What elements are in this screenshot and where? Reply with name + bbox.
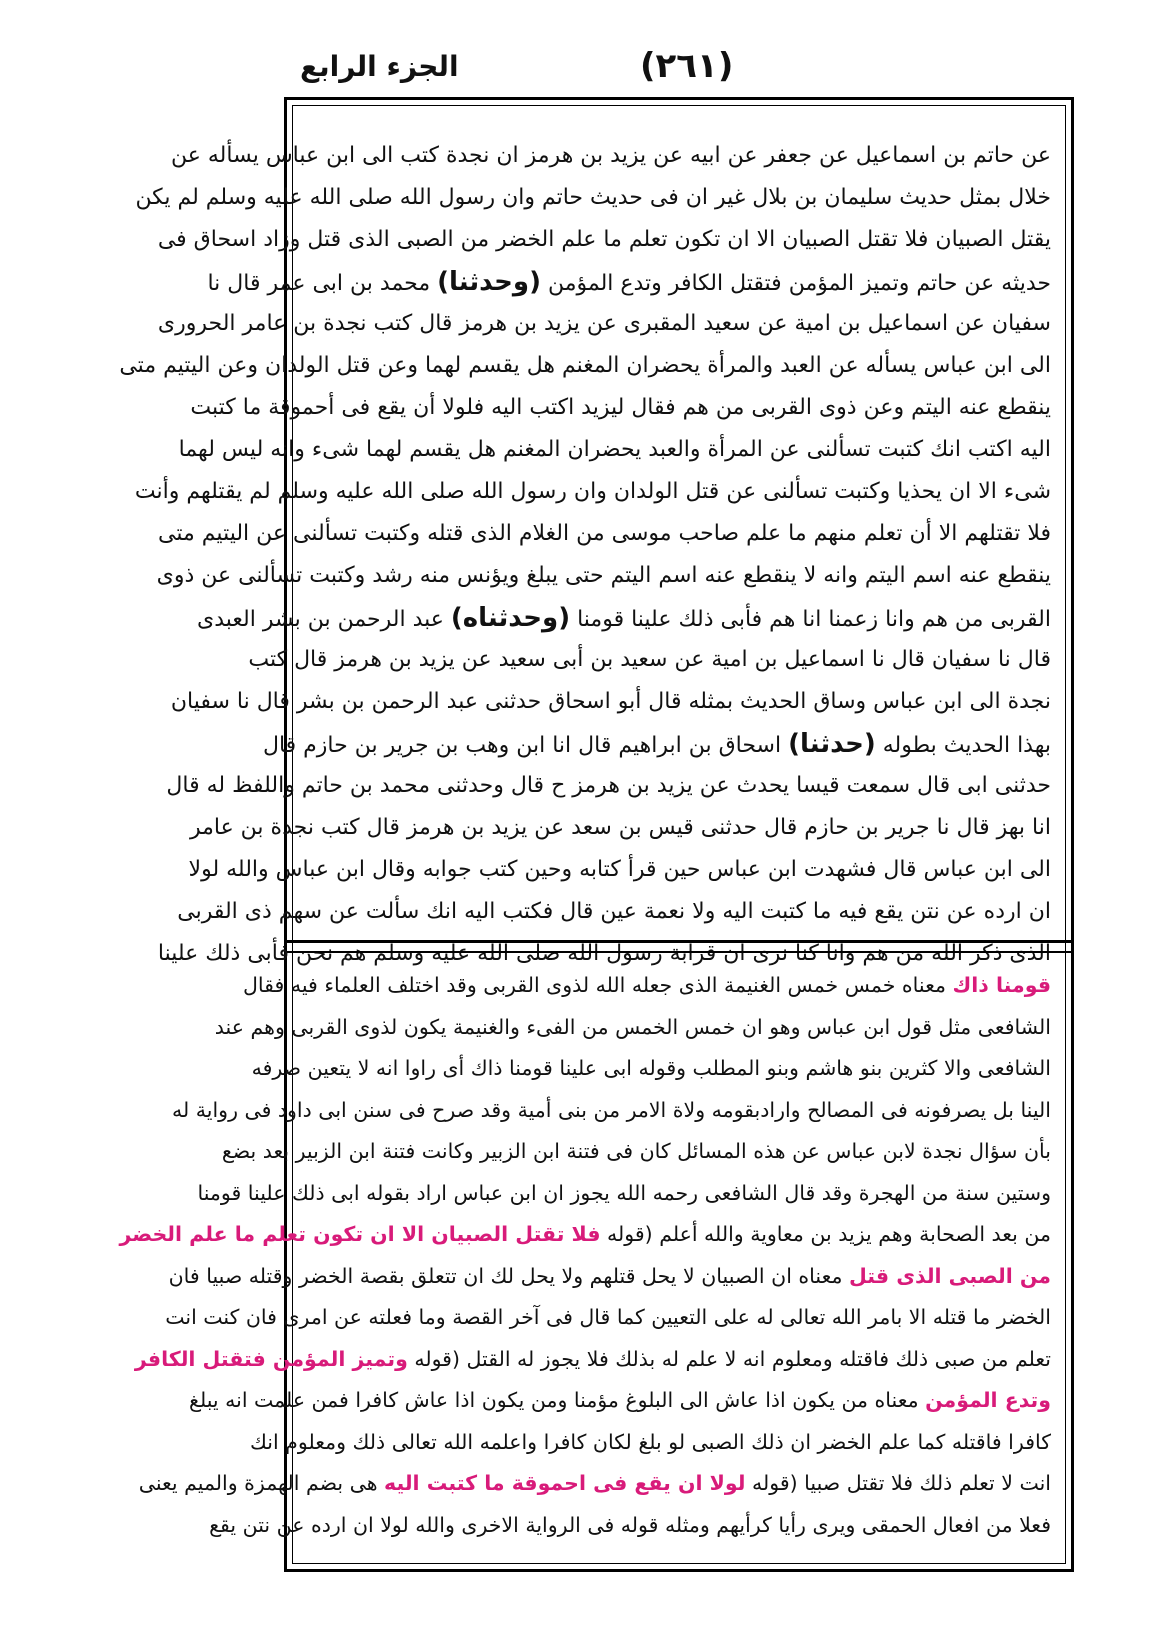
text-segment: انا بهز قال نا جرير بن حازم قال حدثنى قيس بن سعد عن يزيد بن هرمز قال كتب نجدة بن عامر xyxy=(189,815,1051,840)
text-line xyxy=(170,681,1051,723)
part-title: الجزء الرابع xyxy=(300,50,459,83)
text-line xyxy=(177,891,1051,933)
commentary-line xyxy=(197,1173,1051,1215)
text-line xyxy=(207,261,1051,303)
text-segment: هى بضم الهمزة والميم يعنى xyxy=(138,1471,385,1495)
text-segment: نجدة الى ابن عباس وساق الحديث بمثله قال أبو اسحاق حدثنى عبد الرحمن بن بشر قال نا سفيان xyxy=(170,689,1051,714)
text-line xyxy=(134,471,1051,513)
text-segment: محمد بن ابى عمر قال نا xyxy=(207,271,438,296)
quoted-lemma: فلا تقتل الصبيان الا ان تكون تعلم ما علم الخضر xyxy=(119,1222,601,1246)
quoted-lemma: لولا ان يقع فى احموقة ما كتبت اليه xyxy=(384,1471,746,1495)
text-line xyxy=(171,135,1051,177)
text-segment: ينقطع عنه اسم اليتم وانه لا ينقطع عنه اسم اليتم حتى يبلغ ويؤنس منه رشد وكتبت تسألنى عن ذوى xyxy=(156,563,1051,588)
text-segment: شىء الا ان يحذيا وكتبت تسألنى عن قتل الولدان وان رسول الله صلى الله عليه وسلم لم يقتلهم وأنت xyxy=(134,479,1051,504)
quoted-lemma: قومنا ذاك xyxy=(952,973,1051,997)
text-line xyxy=(135,177,1051,219)
quoted-lemma: من الصبى الذى قتل xyxy=(848,1263,1051,1288)
text-segment: فلا تقتلهم الا أن تعلم منهم ما علم صاحب موسى من الغلام الذى قتله وكتبت تسألنى عن اليتيم متى xyxy=(158,521,1051,546)
text-segment: كافرا فاقتله كما علم الخضر ان ذلك الصبى لو بلغ لكان كافرا واعلمه الله تعالى ذلك ومعلوم انك xyxy=(249,1429,1051,1454)
commentary-text xyxy=(119,965,1051,1546)
page-frame xyxy=(119,97,1074,1572)
text-segment: اسحاق بن ابراهيم قال انا ابن وهب بن جرير بن حازم قال xyxy=(262,733,789,758)
text-segment: الينا بل يصرفونه فى المصالح وارادبقومه ولاة الامر من بنى أمية وقد صرح فى سنن ابى داود فى رواية له xyxy=(172,1097,1051,1122)
text-segment: عبد الرحمن بن بشر العبدى xyxy=(197,607,451,632)
text-line xyxy=(190,387,1051,429)
commentary-line xyxy=(172,1090,1051,1132)
text-segment: بهذا الحديث بطوله xyxy=(875,733,1051,758)
text-line xyxy=(166,765,1051,807)
page-number: (٢٦١) xyxy=(640,46,734,86)
commentary-line xyxy=(243,965,1051,1007)
text-line xyxy=(262,723,1051,765)
isnad-marker: (حدثنا) xyxy=(788,729,876,759)
commentary-line xyxy=(134,1339,1051,1381)
text-segment: معناه ان الصبيان لا يحل قتلهم ولا يحل لك ان تتعلق بقصة الخضر وقتله صبيا فان xyxy=(168,1263,849,1288)
text-segment: الخضر ما قتله الا بامر الله تعالى له على التعيين كما قال فى آخر القصة وما فعلته عن امرى فان كنت انت xyxy=(165,1305,1051,1329)
section-divider xyxy=(287,940,1071,953)
text-segment: وستين سنة من الهجرة وقد قال الشافعى رحمه الله يجوز ان ابن عباس اراد بقوله ابى ذلك علينا قومنا xyxy=(197,1180,1051,1205)
main-hadith-text xyxy=(119,135,1051,975)
text-segment: عن حاتم بن اسماعيل عن جعفر عن ابيه عن يزيد بن هرمز ان نجدة كتب الى ابن عباس يسأله عن xyxy=(171,143,1051,168)
text-line xyxy=(189,807,1051,849)
text-line xyxy=(197,597,1051,639)
text-line xyxy=(119,345,1051,387)
commentary-line xyxy=(251,1048,1051,1090)
text-segment: خلال بمثل حديث سليمان بن بلال غير ان فى حديث حاتم وان رسول الله صلى الله عليه وسلم لم يكن xyxy=(135,185,1051,210)
text-segment: حديثه عن حاتم وتميز المؤمن فتقتل الكافر وتدع المؤمن xyxy=(540,271,1051,296)
text-segment: (قوله xyxy=(600,1222,653,1246)
text-line xyxy=(157,219,1051,261)
text-segment: قال نا سفيان قال نا اسماعيل بن امية عن سعيد بن أبى سعيد عن يزيد بن هرمز قال كتب xyxy=(248,647,1051,672)
text-line xyxy=(248,639,1051,681)
page-header xyxy=(0,46,1158,96)
isnad-marker: (وحدثناه) xyxy=(450,603,571,633)
text-segment: الشافعى والا كثرين بنو هاشم وبنو المطلب وقوله ابى علينا قومنا ذاك أى راوا انه لا يتعين صرفه xyxy=(251,1056,1051,1080)
text-segment: فعلا من افعال الحمقى ويرى رأيا كرأيهم ومثله قوله فى الرواية الاخرى والله لولا ان ارده عن نتن يقع xyxy=(209,1512,1051,1537)
text-line xyxy=(158,513,1051,555)
commentary-line xyxy=(165,1297,1051,1339)
text-segment: اليه اكتب انك كتبت تسألنى عن المرأة والعبد يحضران المغنم هل يقسم لهما شىء وانه ليس لهما xyxy=(178,437,1051,462)
text-segment: يقتل الصبيان فلا تقتل الصبيان الا ان تكون تعلم ما علم الخضر من الصبى الذى قتل وزاد اسحاق فى xyxy=(157,227,1051,252)
commentary-line xyxy=(119,1214,1051,1256)
text-line xyxy=(157,303,1051,345)
text-segment: حدثنى ابى قال سمعت قيسا يحدث عن يزيد بن هرمز ح قال وحدثنى محمد بن حاتم واللفظ له قال xyxy=(166,773,1051,798)
text-segment: من بعد الصحابة وهم يزيد بن معاوية والله أعلم xyxy=(652,1222,1051,1246)
commentary-line xyxy=(189,1380,1051,1422)
commentary-line xyxy=(221,1131,1051,1173)
text-segment: (قوله xyxy=(745,1471,798,1495)
commentary-line xyxy=(214,1007,1051,1049)
commentary-line xyxy=(209,1505,1051,1547)
text-segment: الذى ذكر الله من هم وانا كنا نرى ان قرابة رسول الله صلى الله عليه وسلم هم نحن فأبى ذلك علينا xyxy=(157,941,1051,966)
text-segment: ينقطع عنه اليتم وعن ذوى القربى من هم فقال ليزيد اكتب اليه فلولا أن يقع فى أحموقة ما كتبت xyxy=(190,395,1051,420)
quoted-lemma: وتميز المؤمن فتقتل الكافر xyxy=(134,1346,408,1371)
text-segment: معناه خمس خمس الغنيمة الذى جعله الله لذوى القربى وقد اختلف العلماء فيه فقال xyxy=(243,973,953,997)
text-segment: الشافعى مثل قول ابن عباس وهو ان خمس الخمس من الفىء والغنيمة يكون لذوى القربى وهم عند xyxy=(214,1014,1051,1039)
text-segment: تعلم من صبى ذلك فاقتله ومعلوم انه لا علم له بذلك فلا يجوز له القتل xyxy=(459,1346,1051,1371)
isnad-marker: (وحدثنا) xyxy=(437,267,541,297)
text-segment: الى ابن عباس قال فشهدت ابن عباس حين قرأ كتابه وحين كتب جوابه وقال ابن عباس والله لولا xyxy=(188,857,1051,882)
commentary-line xyxy=(168,1256,1051,1298)
text-line xyxy=(188,849,1051,891)
text-segment: معناه من يكون اذا عاش الى البلوغ مؤمنا ومن يكون اذا عاش كافرا فمن علمت انه يبلغ xyxy=(189,1388,926,1412)
text-line xyxy=(156,555,1051,597)
text-segment: القربى من هم وانا زعمنا انا هم فأبى ذلك علينا قومنا xyxy=(570,607,1051,632)
text-segment: بأن سؤال نجدة لابن عباس عن هذه المسائل كان فى فتنة ابن الزبير وكانت فتنة ابن الزبير بعد بضع xyxy=(221,1139,1051,1163)
text-segment: سفيان عن اسماعيل بن امية عن سعيد المقبرى عن يزيد بن هرمز قال كتب نجدة بن عامر الحرورى xyxy=(157,311,1051,336)
text-line xyxy=(178,429,1051,471)
text-segment: انت لا تعلم ذلك فلا تقتل صبيا xyxy=(797,1471,1051,1495)
text-segment: الى ابن عباس يسأله عن العبد والمرأة يحضران المغنم هل يقسم لهما وعن قتل الولدان وعن اليتيم متى xyxy=(119,353,1051,378)
text-segment: (قوله xyxy=(407,1346,460,1371)
commentary-line xyxy=(249,1422,1051,1464)
text-segment: ان ارده عن نتن يقع فيه ما كتبت اليه ولا نعمة عين قال فكتب اليه انك سألت عن سهم ذى القربى xyxy=(177,899,1051,924)
commentary-line xyxy=(138,1463,1051,1505)
quoted-lemma: وتدع المؤمن xyxy=(925,1388,1051,1412)
